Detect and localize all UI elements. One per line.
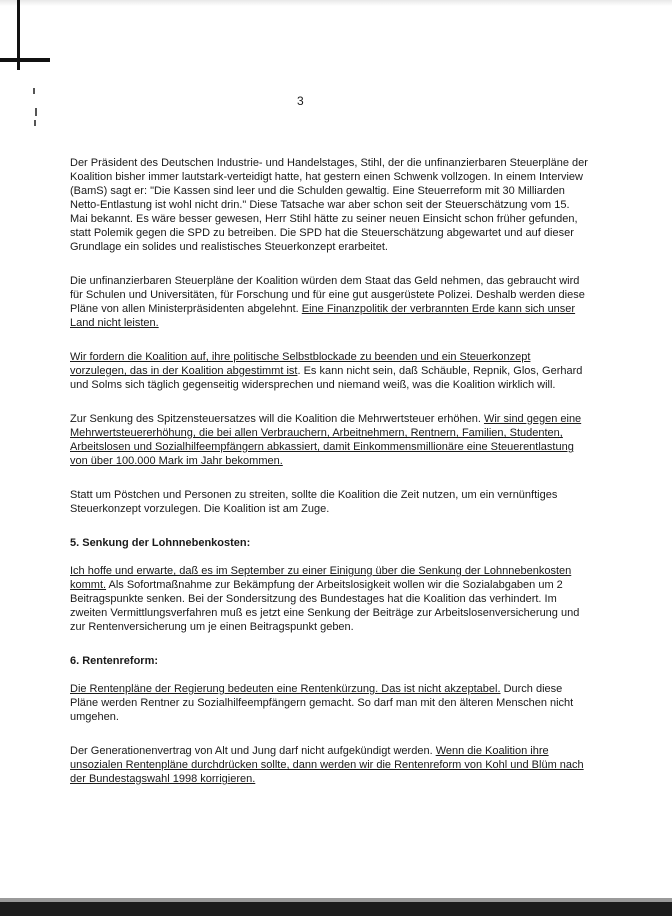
scan-speck [33, 88, 35, 94]
paragraph-text: . Es kann nicht sein, daß Schäuble, Repnik, Glos, Gerhard und Solms sich täglich gegenseitig widersprechen und niemand weiß, was die Koalition wirklich will. [70, 365, 583, 391]
section-heading-rentenreform: 6. Rentenreform: [70, 655, 159, 667]
paragraph-steuerplaene [70, 274, 590, 330]
paragraph-text: Zur Senkung des Spitzensteuersatzes will die Koalition die Mehrwertsteuer erhöhen. [70, 413, 484, 425]
section-heading-lohnnebenkosten: 5. Senkung der Lohnnebenkosten: [70, 537, 251, 549]
paragraph-text: Die unfinanzierbaren Steuerpläne der Koalition würden dem Staat das Geld nehmen, das gebraucht wird für Schulen und Universitäten, für Forschung und für eine gut ausgerüstete Polizei. Deshalb werden diese Pläne von allen Ministerpräsidenten abgelehnt. [70, 275, 585, 315]
document-body [70, 156, 590, 806]
scan-speck [35, 108, 37, 116]
paragraph-generationenvertrag [70, 744, 590, 786]
paragraph-text: Durch diese Pläne werden Rentner zu Sozialhilfeempfängern gemacht. So darf man mit den älteren Menschen nicht umgehen. [70, 683, 574, 723]
scan-speck [34, 120, 36, 126]
paragraph-mehrwertsteuer [70, 412, 590, 468]
paragraph-stihl [70, 156, 590, 254]
paragraph-rentenplaene [70, 682, 590, 724]
scan-bottom-edge [0, 902, 672, 916]
underlined-text: Wir fordern die Koalition auf, ihre politische Selbstblockade zu beenden und ein Steuerkonzept vorzulegen, das in der Koalition abgestimmt ist [70, 351, 531, 377]
paragraph-lohnnebenkosten [70, 564, 590, 634]
paragraph-selbstblockade [70, 350, 590, 392]
paragraph-poestchen [70, 488, 590, 516]
underlined-text: Ich hoffe und erwarte, daß es im September zu einer Einigung über die Senkung der Lohnnebenkosten kommt. [70, 565, 572, 591]
underlined-text: Wenn die Koalition ihre unsozialen Rentenpläne durchdrücken sollte, dann werden wir die Rentenreform von Kohl und Blüm nach der Bundestagswahl 1998 korrigieren. [70, 745, 584, 785]
paragraph-text: Der Präsident des Deutschen Industrie- und Handelstages, Stihl, der die unfinanzierbaren Steuerpläne der Koalition bisher immer lautstark-verteidigt hatte, hat gestern einen Schwenk vollzogen. In einem Interview (BamS) sagt er: "Die Kassen sind leer und die Schulden gewaltig. Eine Steuerreform mit 30 Milliarden Netto-Entlastung ist wohl nicht drin." Diese Tatsache war aber schon seit der Steuerschätzung vom 15. Mai bekannt. Es wäre besser gewesen, Herr Stihl hätte zu seiner neuen Einsicht schon früher gefunden, statt Polemik gegen die SPD zu betreiben. Die SPD hat die Steuerschätzung abgewartet und auf dieser Grundlage ein solides und realistisches Steuerkonzept erarbeitet. [70, 157, 588, 253]
page-number: 3 [297, 94, 304, 108]
paragraph-text: Als Sofortmaßnahme zur Bekämpfung der Arbeitslosigkeit wollen wir die Sozialabgaben um 2 Beitragspunkte senken. Bei der Sondersitzung des Bundestages hat die Koalition das verhindert. Im zweiten Vermittlungsverfahren muß es jetzt eine Senkung der Beiträge zur Arbeitslosenversicherung und zur Rentenversicherung um je einen Beitragspunkt geben. [70, 579, 580, 633]
scan-top-edge [0, 0, 672, 6]
underlined-text: Die Rentenpläne der Regierung bedeuten eine Rentenkürzung. Das ist nicht akzeptabel. [70, 683, 501, 695]
underlined-text: Wir sind gegen eine Mehrwertsteuererhöhung, die bei allen Verbrauchern, Arbeitnehmern, Rentnern, Familien, Studenten, Arbeitslosen und Sozialhilfeempfängern abkassiert, damit Einkommensmillionäre eine Steuerentlastung von über 100.000 Mark im Jahr bekommen. [70, 413, 582, 467]
underlined-text: Eine Finanzpolitik der verbrannten Erde kann sich unser Land nicht leisten. [70, 303, 576, 329]
paragraph-text: Der Generationenvertrag von Alt und Jung darf nicht aufgekündigt werden. [70, 745, 436, 757]
scan-corner-mark-horizontal [0, 58, 50, 62]
paragraph-text: Statt um Pöstchen und Personen zu streiten, sollte die Koalition die Zeit nutzen, um ein vernünftiges Steuerkonzept vorzulegen. Die Koalition ist am Zuge. [70, 489, 558, 515]
